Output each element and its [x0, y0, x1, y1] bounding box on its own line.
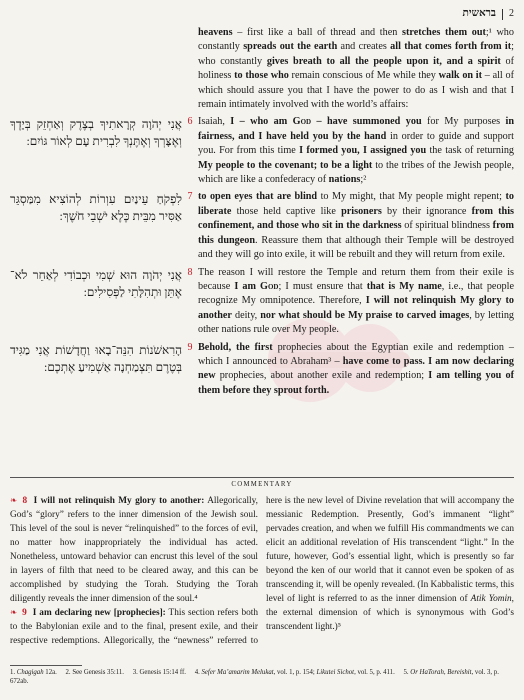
text-run: Isaiah,	[198, 116, 231, 128]
footnote	[195, 669, 395, 676]
text-run: 1.	[10, 669, 17, 676]
text-run: that is My name	[366, 280, 442, 292]
verse-5-continuation	[10, 26, 514, 112]
text-run: have come to pass. I am now declaring new	[198, 355, 514, 382]
text-run: , by letting other nations rule over My people.	[198, 309, 515, 336]
text-run: , i.e., that people recognize My omnipotence. Therefore,	[198, 280, 514, 307]
english-translation	[198, 26, 514, 112]
text-run: 12a.	[43, 669, 57, 676]
verse-7	[10, 190, 514, 262]
text-run: gives breath to all the people upon it, and a spirit	[266, 55, 501, 67]
text-run: – first like a ball of thread and then	[232, 27, 403, 38]
text-run: nor what should be My praise to carved images	[260, 309, 470, 321]
fleuron-icon	[10, 496, 17, 506]
text-run: , the external dimension of which is synonymous with God’s transcendent light.)⁵	[266, 594, 514, 632]
commentary-verse-number: 8	[22, 496, 28, 506]
footnotes	[10, 668, 514, 687]
text-run: those held captive like	[231, 205, 342, 217]
text-run: – all of which should assure you that I have the power to do as I wish and that I remain intimately involved with the world’s affairs:	[198, 70, 514, 111]
text-run: heavens	[198, 27, 233, 38]
text-run: remain conscious of Me while they	[288, 70, 439, 82]
verse-number: 7	[187, 191, 193, 203]
text-run: deity,	[231, 309, 261, 321]
text-run: to the tribes of the Jewish people, which are like a confederacy of	[198, 159, 514, 186]
text-run: Behold, the first	[198, 341, 273, 353]
verse-8	[10, 266, 514, 338]
text-run: prisoners	[341, 205, 382, 217]
text-run: from this dungeon	[198, 220, 514, 246]
text-run: nations	[328, 174, 361, 186]
footnote	[133, 669, 186, 676]
hebrew-line: וְאֶצָּרְךָ וְאֶתֶּנְךָ לִבְרִית עָם לְאוֹר גּוֹיִם:	[26, 134, 182, 149]
text-run: Allegorically, God’s “glory” refers to the inner dimension of the Jewish soul. This level of the soul is never “relinquished” to the forces of evil, no matter how inappropriately the individual has acted. Nonetheless, untoward behavior can encrust this level of the soul in layers of filth that need to be cleared away, and this can be accomplished by studying the Torah. Studying the Torah diligently reveals the inner dimension of the soul.⁴	[10, 496, 258, 604]
text-run: Sefer Ma’amarim Melukat	[201, 669, 274, 676]
text-run: to My might, that My people might repent;	[317, 191, 506, 203]
hebrew-line: הָרִאשֹׁנוֹת הִנֵּה־בָאוּ וַחֲדָשׁוֹת אֲנִי מַגִּיד	[10, 342, 182, 357]
text-run: Atik Yomin	[470, 594, 512, 604]
english-translation	[198, 266, 514, 338]
fleuron-icon	[10, 608, 17, 618]
footnote	[10, 669, 57, 676]
text-run: walk on it	[438, 70, 483, 82]
commentary-columns	[10, 494, 514, 648]
text-run: I am telling you of them before they sprout forth.	[198, 370, 514, 396]
text-run: the task of returning	[426, 145, 515, 157]
hebrew-line: בְּטֶרֶם תִּצְמַחְנָה אַשְׁמִיעַ אֶתְכֶם:	[44, 359, 182, 374]
hebrew-verse	[10, 266, 182, 338]
english-translation	[198, 190, 514, 262]
main-text	[10, 26, 514, 401]
text-run: ; I must ensure that	[278, 280, 367, 292]
text-run: , vol. 3, p. 672ab.	[10, 669, 499, 686]
hebrew-line: אֲנִי יְהֹוָה קְרָאתִיךָ בְצֶדֶק וְאַחְזֵק בְּיָדֶךָ	[10, 117, 182, 132]
hebrew-verse	[10, 341, 182, 399]
text-run: I am	[234, 280, 261, 292]
text-run: , vol. 1, p. 154;	[273, 669, 317, 676]
text-run: prophecies about the Egyptian exile and redemption – which I announced to Abraham³ –	[198, 341, 515, 367]
text-run: in fairness, and I have held you by the hand	[198, 116, 515, 142]
text-run: from this confinement, and those who sit in the darkness	[198, 205, 514, 232]
text-run: 2. See Genesis 35:11.	[65, 669, 124, 676]
text-run: stretches them out	[402, 27, 486, 38]
text-run: 3. Genesis 15:14 ff.	[132, 669, 187, 676]
commentary-verse-number: 9	[22, 608, 27, 618]
running-header	[462, 8, 514, 20]
text-run: spreads out the earth	[243, 41, 338, 53]
verse-number: 6	[187, 116, 193, 128]
text-run: I formed you, I assigned you	[299, 145, 427, 157]
hebrew-line: אַסִּיר מִבֵּית כֶּלֶא יֹשְׁבֵי חֹשֶׁךְ:	[59, 209, 182, 224]
text-run: God	[292, 116, 312, 128]
text-run: for My purposes	[421, 116, 506, 128]
text-run: by their ignorance	[381, 205, 472, 217]
text-run: , vol. 5, p. 411.	[354, 669, 395, 676]
text-run: My people to the covenant; to be a light	[198, 159, 373, 171]
commentary-note-8	[10, 494, 258, 606]
commentary-divider	[10, 477, 514, 478]
text-run: ; who constantly	[198, 41, 515, 67]
text-run: of spiritual blindness	[401, 220, 493, 232]
hebrew-verse	[10, 115, 182, 187]
text-run: prophecies, about another exile and redemption;	[215, 370, 429, 382]
text-run: 4.	[194, 669, 202, 676]
text-run: ;²	[360, 174, 367, 186]
text-run: I am declaring new [prophecies]:	[32, 608, 166, 618]
text-run: ;¹ who constantly	[198, 27, 514, 53]
text-run: of holiness	[198, 55, 515, 82]
text-run: Likutei Sichot	[316, 669, 355, 676]
header-divider	[502, 9, 503, 20]
hebrew-verse	[10, 190, 182, 262]
hebrew-line: לִפְקֹחַ עֵינַיִם עִוְרוֹת לְהוֹצִיא מִמַּסְגֵּר	[10, 192, 182, 207]
verse-number: 9	[187, 341, 193, 353]
commentary-heading: COMMENTARY	[231, 481, 293, 488]
text-run: and creates	[337, 41, 391, 53]
text-run: to liberate	[198, 191, 514, 217]
text-run: God	[260, 280, 279, 292]
text-run: all that comes forth from it	[390, 41, 512, 53]
page-number: 2	[509, 8, 514, 19]
hebrew-line: אֲנִי יְהֹוָה הוּא שְׁמִי וּכְבוֹדִי לְאַחֵר לֹא־	[10, 267, 182, 282]
text-run: Chagigah	[16, 669, 44, 676]
verse-6	[10, 115, 514, 187]
hebrew-line: אֶתֵּן וּתְהִלָּתִי לַפְּסִילִים:	[83, 284, 182, 299]
text-run: to open eyes that are blind	[198, 191, 318, 203]
footnote-divider	[10, 665, 82, 666]
english-translation	[198, 115, 514, 187]
text-run: 5.	[403, 669, 411, 676]
text-run: I will not relinquish My glory to another	[198, 295, 514, 321]
text-run: – have summoned you	[311, 116, 422, 128]
text-run: Or HaTorah, Bereishit	[410, 669, 472, 676]
text-run: The reason I will restore the Temple and return them from their exile is because	[198, 266, 514, 292]
footnote	[66, 669, 124, 676]
commentary-text	[10, 496, 258, 604]
text-run: This section refers both to the Babylonian exile and to the final, present exile, and their respective redemptions. Allegorically, the “newness” referred to here is the new level of Divine revelation that will accompany the messianic Redemption. Presently, God’s immanent “light” pervades creation, and when we fulfill His commandments we can elicit an additional revelation of His transcendent “light.” In the future, however, God’s essential light, which is presently so far beyond the ken of our world that it cannot even be spoken of as transcending it, will be openly revealed. (In Kabbalistic terms, this level of light is referred to as the inner dimension of	[10, 496, 514, 646]
text-run: to those who	[234, 70, 289, 82]
verse-number: 8	[187, 266, 193, 278]
text-run: I – who am	[230, 116, 293, 128]
text-run: . Reassure them that although their Temple will be destroyed and they will go into exile, it will be rebuilt and they will return from exile.	[198, 234, 514, 261]
book-name: בראשית	[462, 8, 496, 19]
english-translation	[198, 341, 514, 399]
text-run: I will not relinquish My glory to another:	[33, 496, 205, 506]
verse-9	[10, 341, 514, 399]
text-run: in order to guide and support you. For from this time	[198, 130, 514, 157]
